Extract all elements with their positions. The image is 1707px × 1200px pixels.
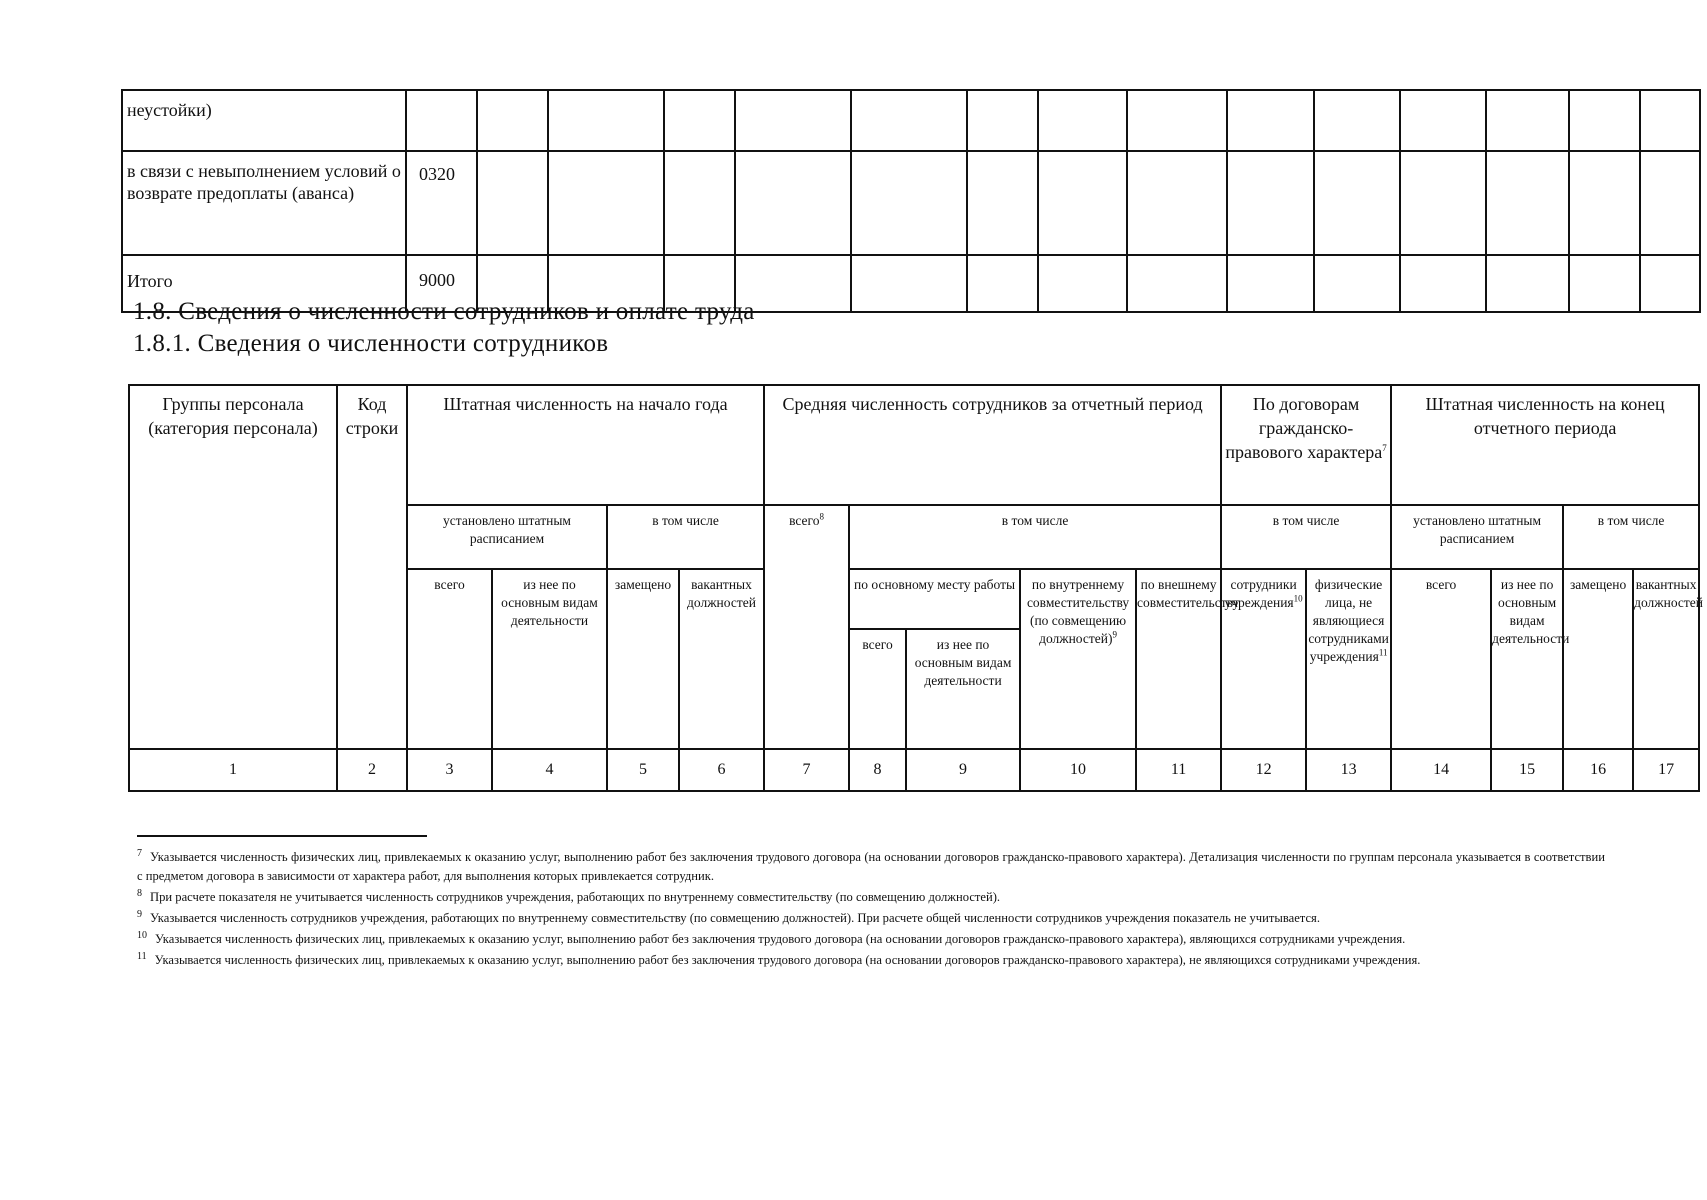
footnote-separator <box>137 835 427 837</box>
col-end-vacant: вакантных должностей <box>1633 569 1699 749</box>
cell <box>664 151 735 255</box>
cell <box>1400 255 1486 312</box>
col-gph-staff-text: сотрудники учреждения <box>1224 577 1297 610</box>
cell <box>1569 90 1640 151</box>
footnote-ref: 8 <box>819 511 824 522</box>
cell <box>548 90 664 151</box>
cell <box>1569 151 1640 255</box>
top-continuation-table <box>121 89 1701 313</box>
sub-avg-including: в том числе <box>849 505 1221 569</box>
col-start-replaced: замещено <box>607 569 679 749</box>
header-average-count: Средняя численность сотрудников за отчетный период <box>764 385 1221 505</box>
col-end-replaced: замещено <box>1563 569 1633 749</box>
column-number: 1 <box>129 749 337 791</box>
row-code: 9000 <box>406 255 477 312</box>
column-number: 13 <box>1306 749 1391 791</box>
table-row <box>122 151 1700 255</box>
sub-end-established: установлено штатным расписанием <box>1391 505 1563 569</box>
footnote <box>137 888 1605 907</box>
footnote-mark: 8 <box>137 887 142 899</box>
cell <box>1640 90 1700 151</box>
column-number: 9 <box>906 749 1020 791</box>
column-number: 7 <box>764 749 849 791</box>
row-label: в связи с невыполнением условий о возврате предоплаты (аванса) <box>122 151 406 255</box>
header-end-of-period: Штатная численность на конец отчетного периода <box>1391 385 1699 505</box>
cell <box>664 90 735 151</box>
footnote-mark: 7 <box>137 847 142 859</box>
cell <box>477 90 548 151</box>
header-code: Код строки <box>337 385 407 749</box>
column-number: 8 <box>849 749 906 791</box>
footnote-ref: 11 <box>1378 647 1388 658</box>
cell <box>548 151 664 255</box>
col-avg-main-core: из нее по основным видам деятельности <box>906 629 1020 749</box>
cell <box>851 255 967 312</box>
sub-end-including: в том числе <box>1563 505 1699 569</box>
table-row <box>122 90 1700 151</box>
col-start-total: всего <box>407 569 492 749</box>
cell <box>1640 255 1700 312</box>
cell <box>1314 90 1400 151</box>
cell <box>1486 255 1569 312</box>
cell <box>1486 151 1569 255</box>
footnote-ref: 9 <box>1112 629 1117 640</box>
header-row-1 <box>129 385 1699 505</box>
cell <box>1400 151 1486 255</box>
sub-gph-including: в том числе <box>1221 505 1391 569</box>
cell <box>967 151 1038 255</box>
sub-avg-total-text: всего <box>789 513 820 528</box>
cell <box>1038 151 1127 255</box>
section-subtitle: 1.8.1. Сведения о численности сотрудников <box>133 330 609 357</box>
column-number: 15 <box>1491 749 1563 791</box>
footnotes <box>137 848 1605 972</box>
header-civil-contracts <box>1221 385 1391 505</box>
column-number: 12 <box>1221 749 1306 791</box>
section-title: 1.8. Сведения о численности сотрудников и оплате труда <box>133 298 755 325</box>
cell <box>1227 151 1314 255</box>
sub-start-including: в том числе <box>607 505 764 569</box>
footnote-ref: 7 <box>1382 443 1387 453</box>
footnote-text: Указывается численность физических лиц, привлекаемых к оказанию услуг, выполнению работ без заключения трудового договора (на основании договоров гражданско-правового характера). Детализация численности по группам персонала указывается в соответствии с предметом договора в зависимости от характера работ, для выполнения которых привлекается сотрудник. <box>137 850 1605 883</box>
cell <box>1127 90 1227 151</box>
footnote-text: При расчете показателя не учитывается численность сотрудников учреждения, работающих по внутреннему совместительству (по совмещению должностей). <box>150 890 1001 904</box>
footnote-mark: 9 <box>137 908 142 920</box>
cell <box>1569 255 1640 312</box>
column-number: 5 <box>607 749 679 791</box>
cell <box>1038 255 1127 312</box>
footnote-ref: 10 <box>1293 593 1303 604</box>
row-code: 0320 <box>406 151 477 255</box>
col-gph-staff <box>1221 569 1306 749</box>
footnote-mark: 10 <box>137 929 147 941</box>
col-avg-external: по внешнему совместительству <box>1136 569 1221 749</box>
sub-start-established: установлено штатным расписанием <box>407 505 607 569</box>
cell <box>851 151 967 255</box>
col-avg-internal <box>1020 569 1136 749</box>
col-start-main-activities: из нее по основным видам деятельности <box>492 569 607 749</box>
column-number: 2 <box>337 749 407 791</box>
cell <box>1400 90 1486 151</box>
cell <box>851 90 967 151</box>
footnote <box>137 930 1605 949</box>
col-start-vacant: вакантных должностей <box>679 569 764 749</box>
col-gph-nonstaff-text: физические лица, не являющиеся сотрудниками учреждения <box>1308 577 1389 664</box>
header-civil-contracts-text: По договорам гражданско-правового характера <box>1225 394 1383 462</box>
col-avg-main-place: по основному месту работы <box>849 569 1020 629</box>
cell <box>1127 151 1227 255</box>
col-end-main-activities: из нее по основным видам деятельности <box>1491 569 1563 749</box>
row-label: неустойки) <box>122 90 406 151</box>
cell <box>967 255 1038 312</box>
cell <box>1227 255 1314 312</box>
cell <box>477 151 548 255</box>
sub-avg-total <box>764 505 849 749</box>
col-avg-internal-text: по внутреннему совместительству (по совмещению должностей) <box>1026 577 1130 646</box>
footnote-text: Указывается численность физических лиц, привлекаемых к оказанию услуг, выполнению работ без заключения трудового договора (на основании договоров гражданско-правового характера), являющихся сотрудниками учреждения. <box>155 932 1406 946</box>
column-number: 10 <box>1020 749 1136 791</box>
footnote <box>137 909 1605 928</box>
col-avg-main-total: всего <box>849 629 906 749</box>
column-number: 11 <box>1136 749 1221 791</box>
cell <box>1127 255 1227 312</box>
staff-count-table <box>128 384 1704 792</box>
header-groups: Группы персонала (категория персонала) <box>129 385 337 749</box>
row-label: Итого <box>122 255 406 312</box>
cell <box>1640 151 1700 255</box>
footnote-mark: 11 <box>137 950 147 962</box>
cell <box>735 90 851 151</box>
footnote <box>137 848 1605 886</box>
cell <box>1314 151 1400 255</box>
cell <box>1227 90 1314 151</box>
header-start-of-year: Штатная численность на начало года <box>407 385 764 505</box>
cell <box>967 90 1038 151</box>
cell <box>1486 90 1569 151</box>
column-number: 3 <box>407 749 492 791</box>
footnote <box>137 951 1605 970</box>
cell <box>1314 255 1400 312</box>
cell <box>1038 90 1127 151</box>
column-number: 6 <box>679 749 764 791</box>
col-gph-nonstaff <box>1306 569 1391 749</box>
column-number-row <box>129 749 1699 791</box>
column-number: 17 <box>1633 749 1699 791</box>
footnote-text: Указывается численность сотрудников учреждения, работающих по внутреннему совместительству (по совмещению должностей). При расчете общей численности сотрудников учреждения показатель не учитывается. <box>150 911 1320 925</box>
column-number: 4 <box>492 749 607 791</box>
column-number: 16 <box>1563 749 1633 791</box>
col-end-total: всего <box>1391 569 1491 749</box>
cell <box>735 151 851 255</box>
column-number: 14 <box>1391 749 1491 791</box>
row-code <box>406 90 477 151</box>
footnote-text: Указывается численность физических лиц, привлекаемых к оказанию услуг, выполнению работ без заключения трудового договора (на основании договоров гражданско-правового характера), не являющихся сотрудниками учреждения. <box>154 953 1421 967</box>
